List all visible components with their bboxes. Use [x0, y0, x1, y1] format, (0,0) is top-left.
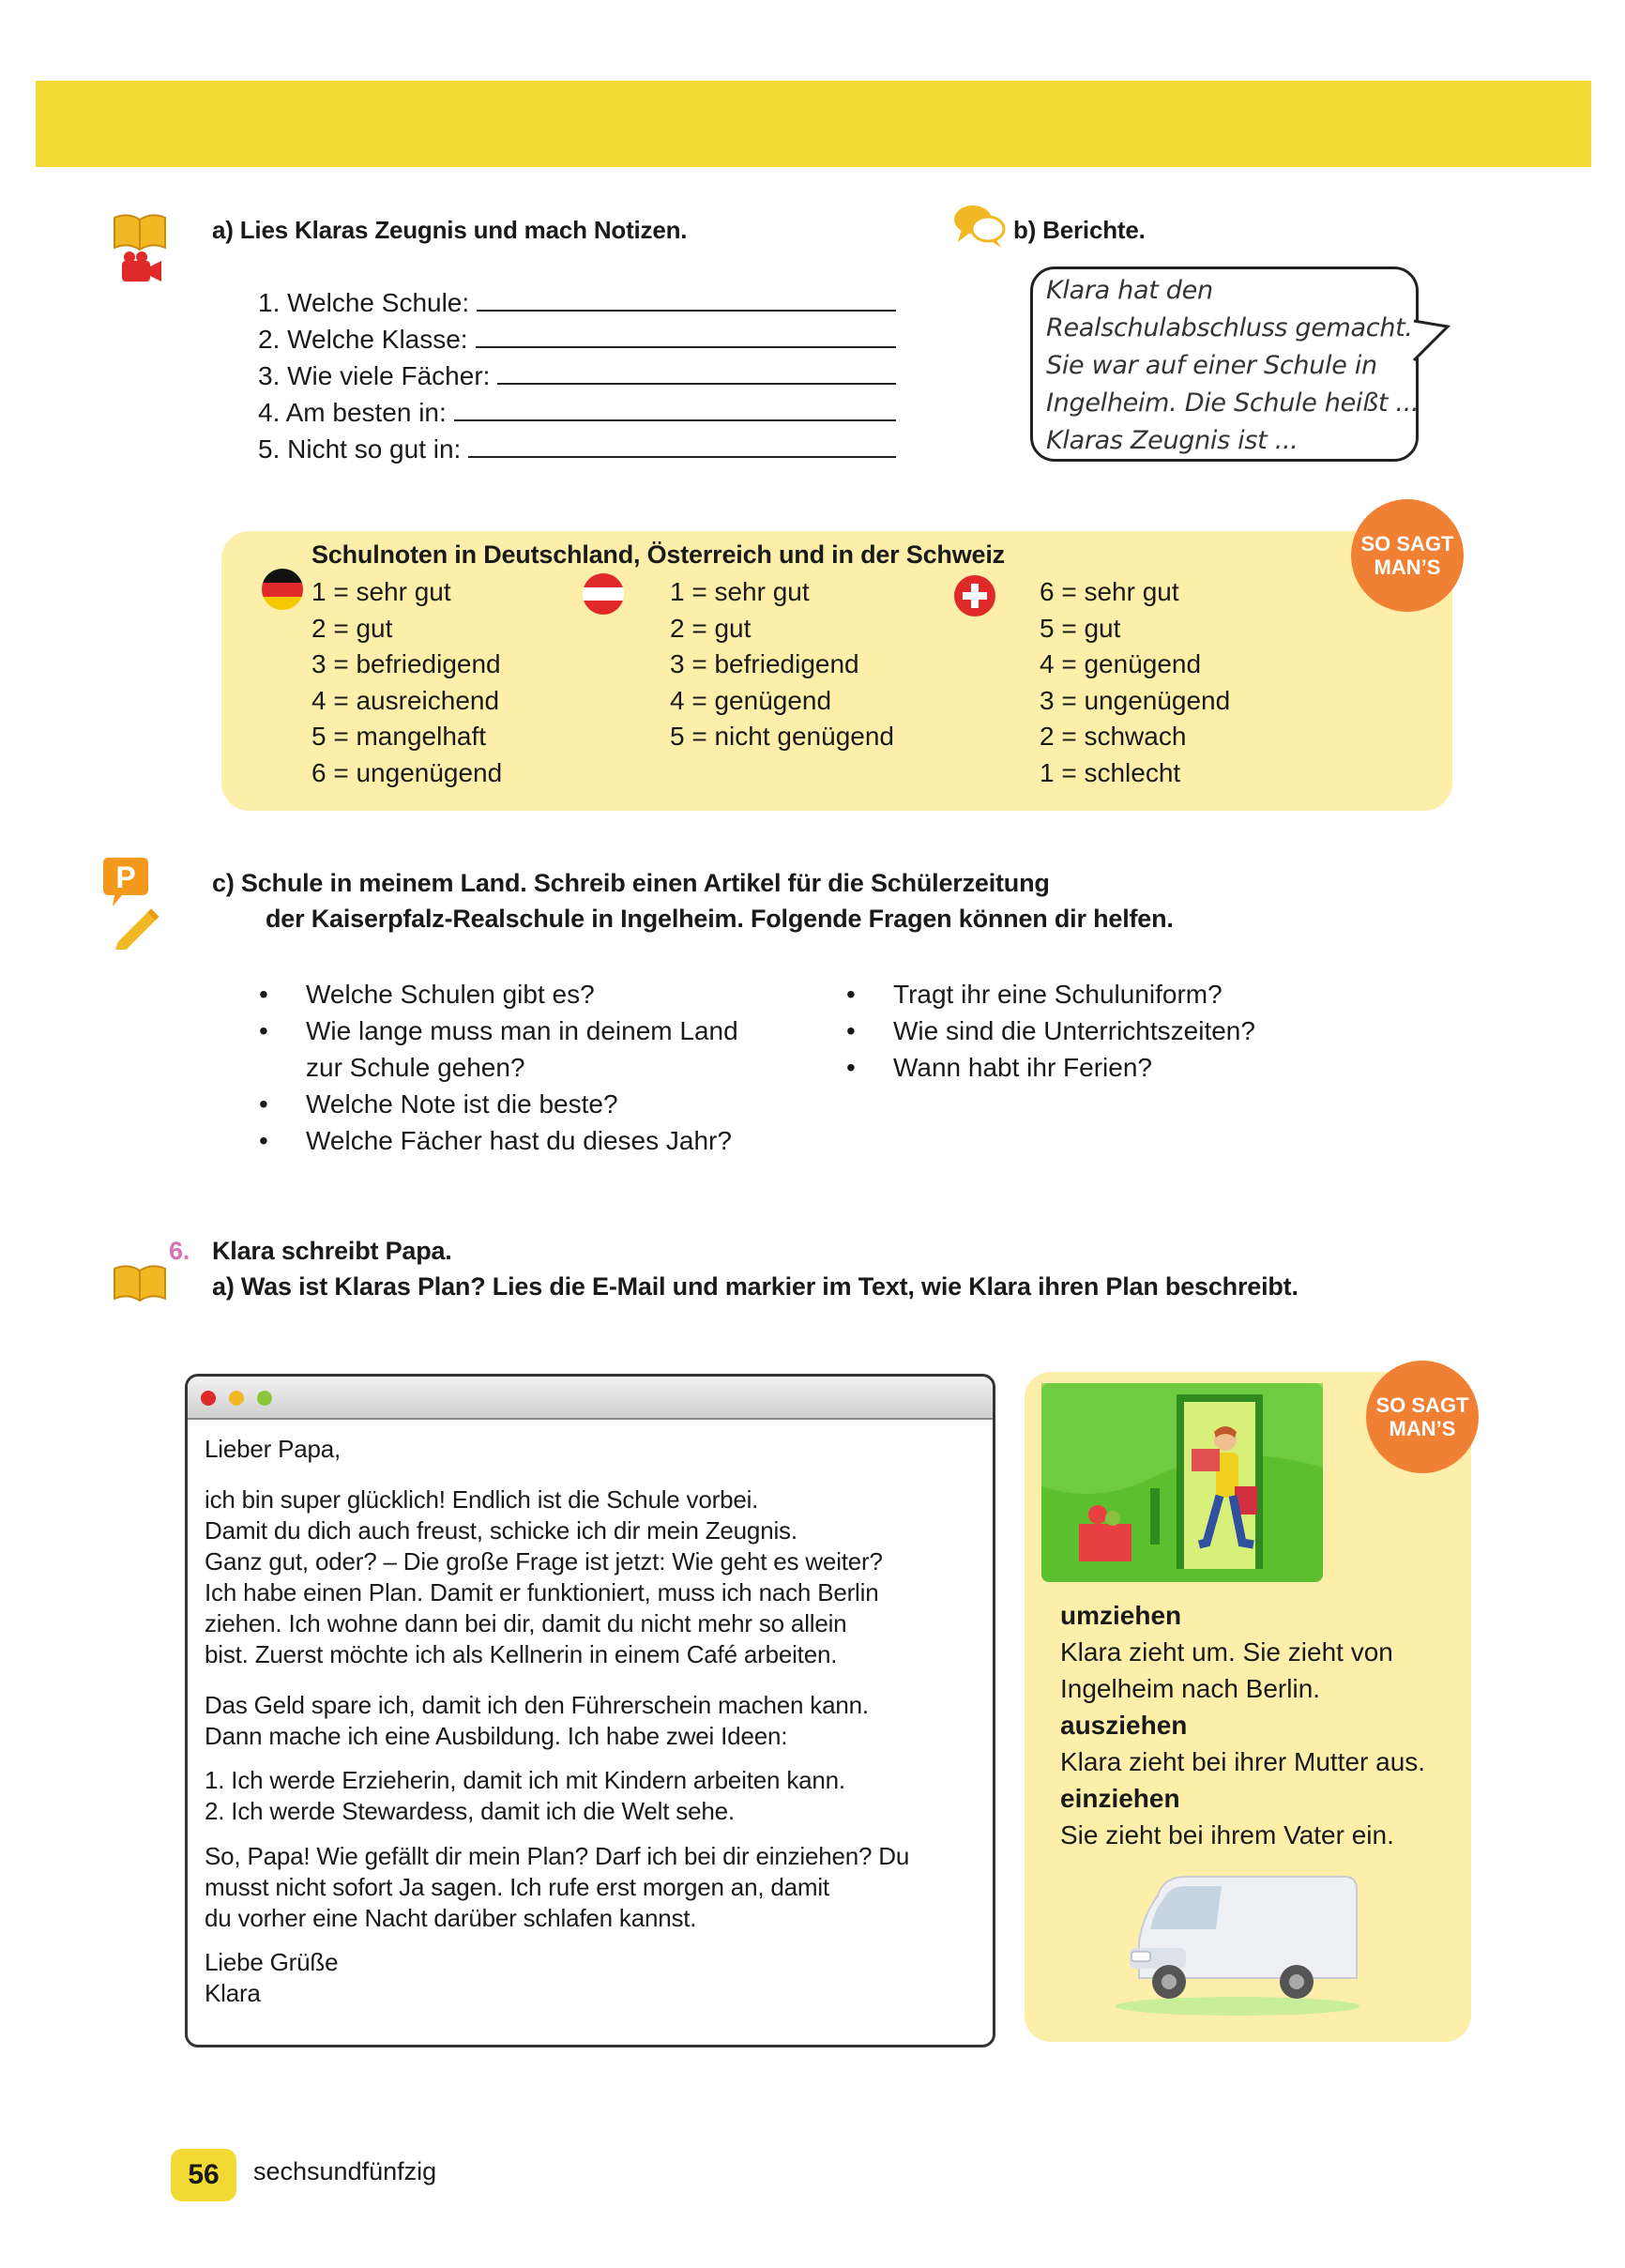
- list-item: • Wann habt ihr Ferien?: [846, 1049, 1255, 1086]
- so-sagt-mans-badge: SO SAGT MAN’S: [1351, 499, 1464, 612]
- answer-line-2[interactable]: [476, 326, 896, 348]
- video-camera-icon: [122, 251, 161, 282]
- task6-title: Klara schreibt Papa.: [212, 1237, 452, 1265]
- task-c-questions-right: [846, 976, 1255, 1086]
- task-c-title-line2: der Kaiserpfalz-Realschule in Ingelheim. Folgende Fragen können dir helfen.: [266, 905, 1174, 933]
- email-paragraph-3: 1. Ich werde Erzieherin, damit ich mit Kindern arbeiten kann. 2. Ich werde Stewardess, damit ich die Welt sehe.: [205, 1766, 845, 1825]
- notes-questions: [258, 284, 896, 467]
- germany-flag-icon: [261, 568, 304, 611]
- email-paragraph-1: ich bin super glücklich! Endlich ist die Schule vorbei. Damit du dich auch freust, schicke ich dir mein Zeugnis. Ganz gut, oder? – Die große Frage ist jetzt: Wie geht es weiter? Ich habe einen Plan. Damit er funktioniert, muss ich nach Berlin ziehen. Ich wohne dann bei dir, damit du nicht mehr so allein bist. Zuerst möchte ich als Kellnerin in einem Café arbeiten.: [205, 1485, 883, 1668]
- vocabulary-list: umziehen Klara zieht um. Sie zieht von Ingelheim nach Berlin. ausziehen Klara zieht bei ihrer Mutter aus. einziehen Sie zieht bei ihrem Vater ein.: [1060, 1601, 1426, 1849]
- task-c-title-line1: c) Schule in meinem Land. Schreib einen Artikel für die Schülerzeitung: [212, 869, 1050, 897]
- list-item: • Wie sind die Unterrichtszeiten?: [846, 1012, 1255, 1049]
- task6-subtitle: a) Was ist Klaras Plan? Lies die E-Mail und markier im Text, wie Klara ihren Plan beschreibt.: [212, 1272, 1298, 1301]
- task-number: 6.: [169, 1237, 190, 1265]
- grades-title: Schulnoten in Deutschland, Österreich und in der Schweiz: [311, 540, 1005, 569]
- task-a-title: a) Lies Klaras Zeugnis und mach Notizen.: [212, 216, 688, 244]
- vocab-term-einziehen: einziehen: [1060, 1784, 1180, 1813]
- window-close-dot[interactable]: [201, 1391, 216, 1406]
- book-icon: [111, 1263, 169, 1304]
- girl-moving-illustration: [1041, 1383, 1323, 1582]
- question-4: 4. Am besten in:: [258, 394, 896, 431]
- top-header-bar: [36, 81, 1591, 167]
- answer-line-3[interactable]: [497, 362, 896, 385]
- moving-van-illustration: [1111, 1867, 1364, 2017]
- list-item: • Welche Fächer hast du dieses Jahr?: [259, 1122, 738, 1159]
- window-maximize-dot[interactable]: [257, 1391, 272, 1406]
- email-greeting: Lieber Papa,: [205, 1435, 342, 1463]
- question-2: 2. Welche Klasse:: [258, 321, 896, 358]
- answer-line-1[interactable]: [477, 289, 896, 312]
- portfolio-pencil-icon: [99, 856, 165, 950]
- grades-germany: 1 = sehr gut 2 = gut 3 = befriedigend 4 = ausreichend 5 = mangelhaft 6 = ungenügend: [311, 577, 503, 787]
- austria-flag-icon: [582, 572, 625, 616]
- book-icon: [111, 208, 169, 287]
- page-number-word: sechsundfünfzig: [253, 2157, 437, 2185]
- question-3: 3. Wie viele Fächer:: [258, 358, 896, 394]
- switzerland-flag-icon: [953, 574, 996, 617]
- list-item: • Tragt ihr eine Schuluniform?: [846, 976, 1255, 1012]
- list-item-continuation: zur Schule gehen?: [306, 1053, 525, 1082]
- so-sagt-mans-badge: SO SAGT MAN’S: [1366, 1361, 1479, 1473]
- email-paragraph-4: So, Papa! Wie gefällt dir mein Plan? Darf ich bei dir einziehen? Du musst nicht sofort Ja sagen. Ich rufe erst morgen an, damit du vorher eine Nacht darüber schlafen kannst.: [205, 1842, 910, 1932]
- page-number: 56: [171, 2149, 236, 2201]
- question-5: 5. Nicht so gut in:: [258, 431, 896, 467]
- email-title-bar: [188, 1377, 993, 1420]
- task-b-title: b) Berichte.: [1013, 216, 1146, 244]
- email-closing: Liebe Grüße Klara: [205, 1948, 339, 2007]
- question-1: 1. Welche Schule:: [258, 284, 896, 321]
- vocab-term-umziehen: umziehen: [1060, 1601, 1182, 1630]
- answer-line-4[interactable]: [454, 399, 896, 421]
- grades-austria: 1 = sehr gut 2 = gut 3 = befriedigend 4 = genügend 5 = nicht genügend: [670, 577, 894, 752]
- window-minimize-dot[interactable]: [229, 1391, 244, 1406]
- grades-switzerland: 6 = sehr gut 5 = gut 4 = genügend 3 = ungenügend 2 = schwach 1 = schlecht: [1040, 577, 1231, 787]
- list-item: • Wie lange muss man in deinem Land: [259, 1012, 738, 1049]
- list-item: • Welche Schulen gibt es?: [259, 976, 738, 1012]
- list-item: • Welche Note ist die beste?: [259, 1086, 738, 1122]
- answer-line-5[interactable]: [468, 435, 896, 458]
- speech-bubble-text: Klara hat den Realschulabschluss gemacht. Sie war auf einer Schule in Ingelheim. Die Schule heißt ... Klaras Zeugnis ist ...: [1046, 276, 1420, 455]
- speech-bubbles-icon: [952, 201, 1007, 250]
- task-c-questions-left: [259, 976, 738, 1159]
- svg-text:P: P: [115, 860, 136, 894]
- vocab-term-ausziehen: ausziehen: [1060, 1711, 1188, 1740]
- email-paragraph-2: Das Geld spare ich, damit ich den Führerschein machen kann. Dann mache ich eine Ausbildung. Ich habe zwei Ideen:: [205, 1691, 869, 1750]
